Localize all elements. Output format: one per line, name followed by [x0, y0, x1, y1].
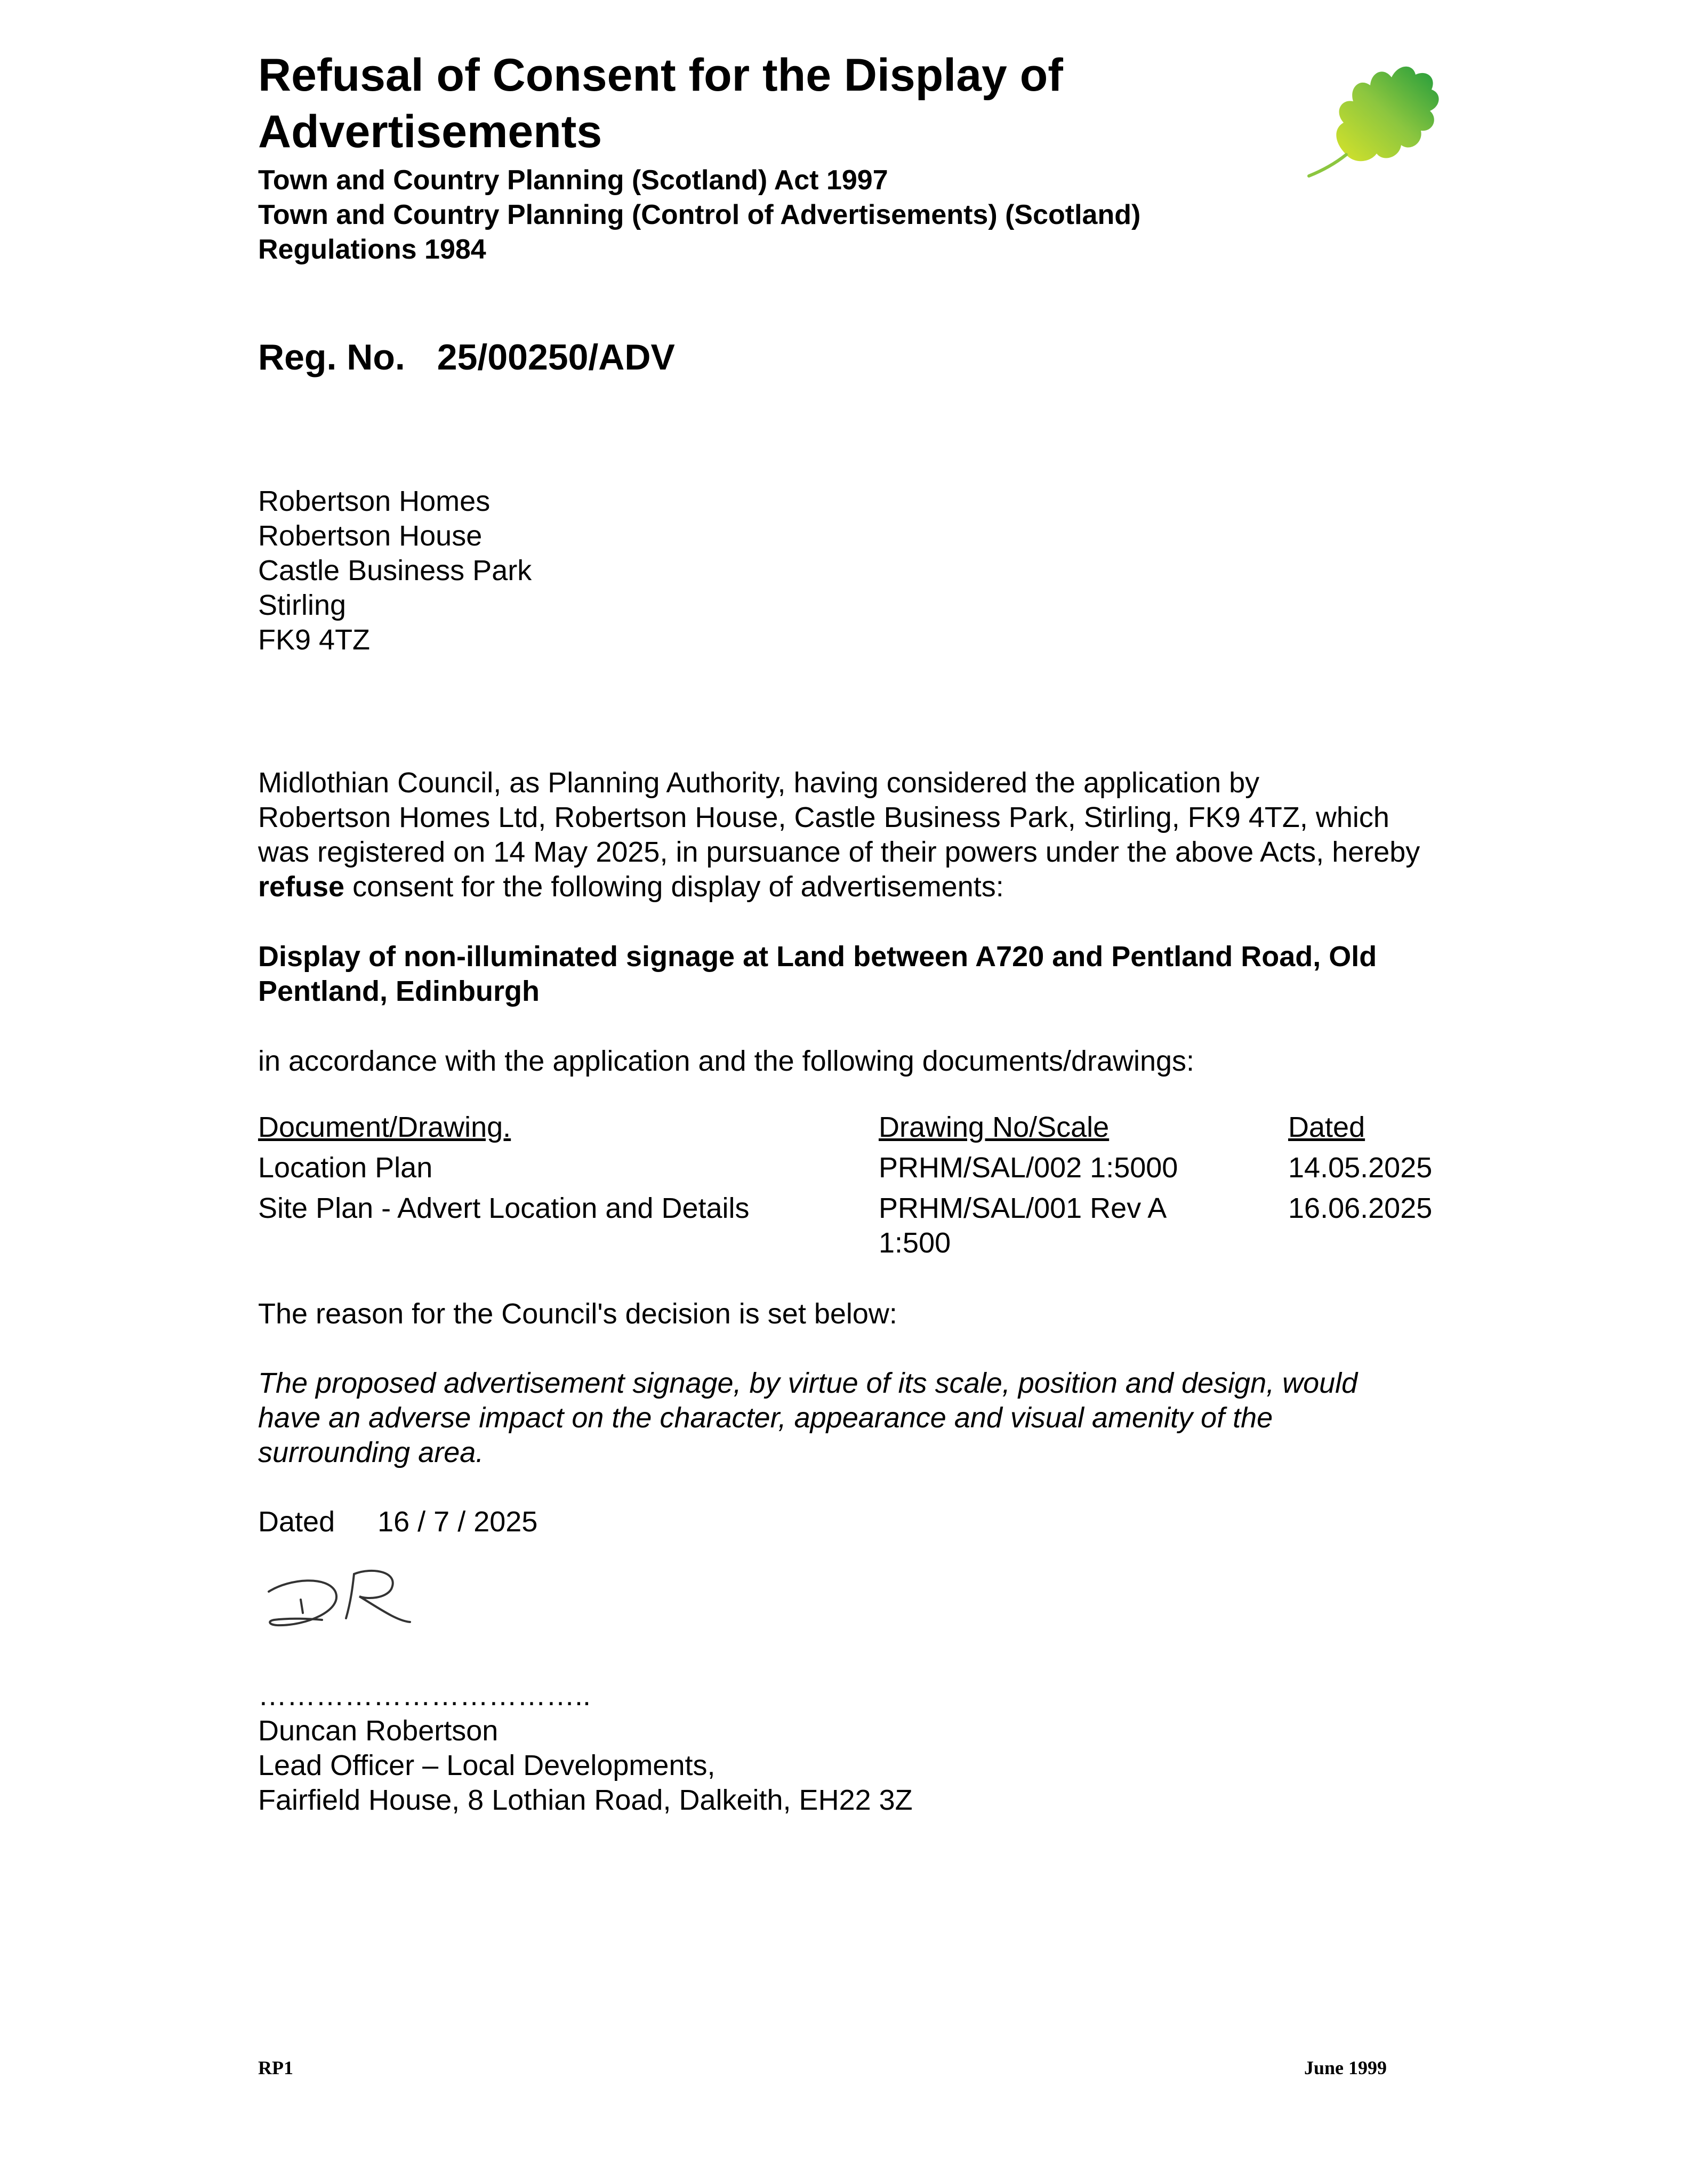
footer-form-date: June 1999	[1304, 2057, 1387, 2078]
reg-value: 25/00250/ADV	[437, 337, 675, 378]
address-line: FK9 4TZ	[258, 624, 371, 656]
paragraph-line: Robertson Homes Ltd, Robertson House, Castle Business Park, Stirling, FK9 4TZ, which	[258, 801, 1389, 833]
refusal-reason	[258, 1366, 1484, 1470]
reason-intro: The reason for the Council's decision is set below:	[258, 1298, 897, 1330]
signature-line: ……………………………..	[258, 1680, 591, 1712]
address-line: Castle Business Park	[258, 555, 532, 587]
legislation-references	[258, 163, 1378, 267]
header-document: Document/Drawing.	[258, 1111, 511, 1143]
proposal-line: Pentland, Edinburgh	[258, 975, 540, 1007]
act-line: Town and Country Planning (Control of Advertisements) (Scotland)	[258, 199, 1141, 230]
proposal-line: Display of non-illuminated signage at Land between A720 and Pentland Road, Old	[258, 941, 1377, 973]
dated-label: Dated	[258, 1506, 335, 1538]
reason-line: The proposed advertisement signage, by virtue of its scale, position and design, would	[258, 1367, 1358, 1399]
address-line: Robertson House	[258, 520, 483, 552]
signatory-block	[258, 1714, 913, 1818]
decision-date	[258, 1505, 537, 1539]
refuse-keyword: refuse	[258, 871, 345, 903]
paragraph-line: was registered on 14 May 2025, in pursuance of their powers under the above Acts, hereby	[258, 836, 1420, 868]
cell-dated: 14.05.2025	[1288, 1152, 1433, 1184]
signatory-name: Duncan Robertson	[258, 1715, 499, 1747]
reason-line: surrounding area.	[258, 1436, 484, 1468]
accordance-text: in accordance with the application and the following documents/drawings:	[258, 1045, 1195, 1077]
signatory-address: Fairfield House, 8 Lothian Road, Dalkeith, EH22 3Z	[258, 1784, 913, 1816]
footer-form-code: RP1	[258, 2057, 293, 2078]
cell-dated: 16.06.2025	[1288, 1192, 1433, 1224]
act-line: Regulations 1984	[258, 234, 486, 265]
paragraph-line: Midlothian Council, as Planning Authority, having considered the application by	[258, 767, 1260, 799]
paragraph-text: consent for the following display of advertisements:	[344, 871, 1004, 903]
cell-drawing: PRHM/SAL/001 Rev A 1:500	[879, 1192, 1165, 1259]
document-title: Refusal of Consent for the Display of Advertisements	[258, 50, 1063, 157]
reason-line: have an adverse impact on the character, appearance and visual amenity of the	[258, 1402, 1273, 1434]
address-line: Robertson Homes	[258, 485, 491, 517]
header-dated: Dated	[1288, 1111, 1365, 1143]
cell-document: Site Plan - Advert Location and Details	[258, 1192, 750, 1224]
address-line: Stirling	[258, 589, 347, 621]
dated-value: 16 / 7 / 2025	[377, 1506, 538, 1538]
applicant-address	[258, 484, 532, 657]
registration-number	[258, 336, 675, 379]
paragraph-line	[258, 870, 1500, 904]
reg-label: Reg. No.	[258, 337, 405, 378]
signatory-title: Lead Officer – Local Developments,	[258, 1749, 716, 1781]
cell-drawing: PRHM/SAL/002 1:5000	[879, 1152, 1178, 1184]
cell-document: Location Plan	[258, 1152, 433, 1184]
header-drawing: Drawing No/Scale	[879, 1111, 1110, 1143]
handwritten-signature	[258, 1562, 418, 1637]
proposal-description	[258, 940, 1484, 1009]
decision-paragraph	[258, 766, 1500, 904]
oak-leaf-icon	[1296, 48, 1456, 181]
act-line: Town and Country Planning (Scotland) Act 1997	[258, 165, 888, 196]
